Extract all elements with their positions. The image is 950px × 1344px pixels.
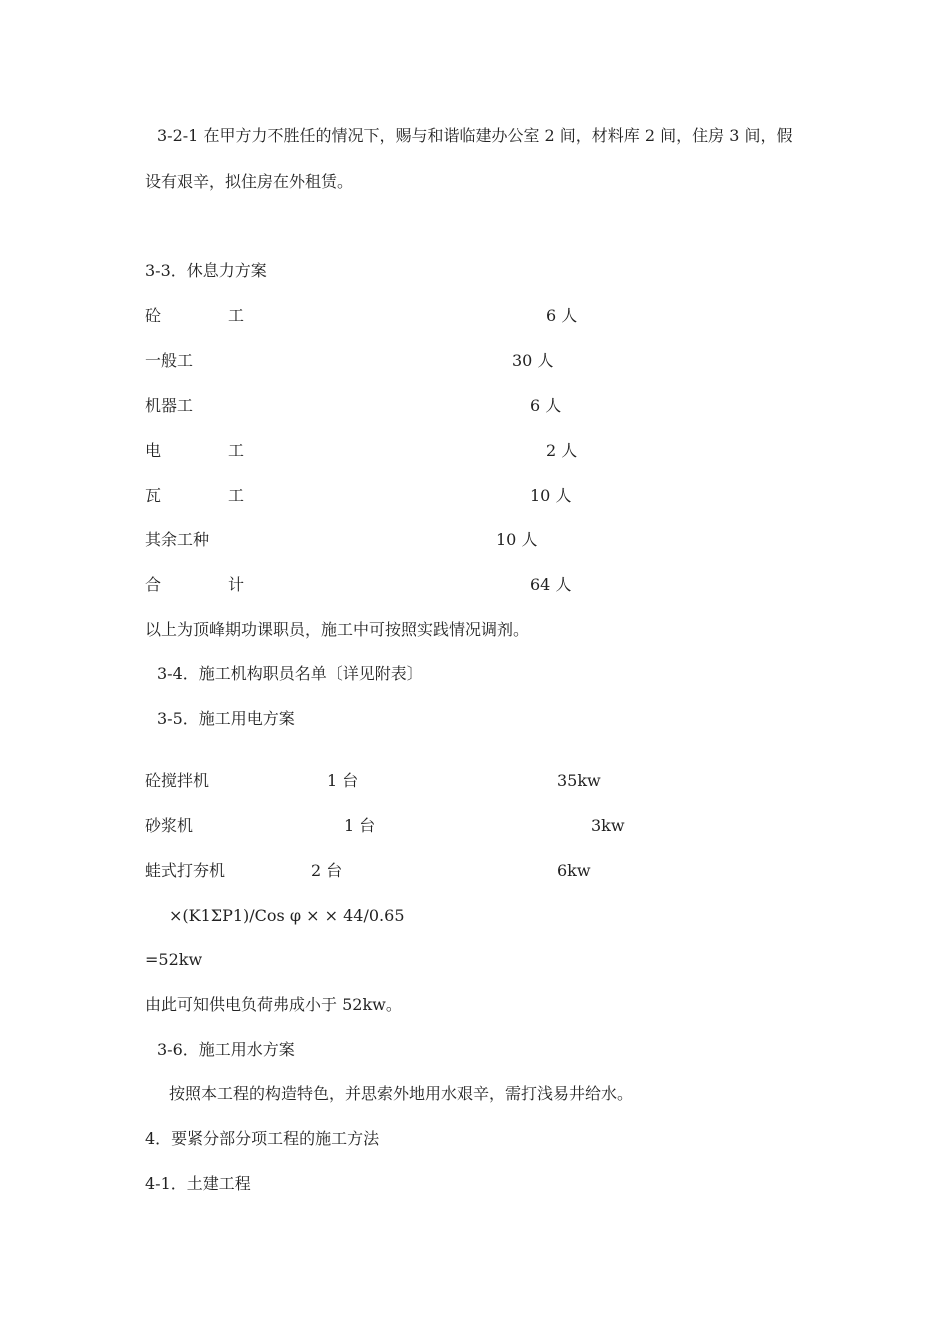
section-heading-3-4: 3-4．施工机构职员名单〔详见附表〕 bbox=[157, 664, 423, 683]
labor-name: 机器工 bbox=[145, 396, 194, 415]
labor-name-suffix: 工 bbox=[228, 441, 245, 460]
equipment-quantity: 2 台 bbox=[311, 861, 343, 880]
equipment-power: 35kw bbox=[557, 771, 601, 790]
labor-name-suffix: 计 bbox=[228, 575, 245, 594]
equipment-quantity: 1 台 bbox=[327, 771, 359, 790]
labor-name: 电 bbox=[145, 441, 162, 460]
labor-name-suffix: 工 bbox=[228, 486, 245, 505]
power-formula: ×(K1ΣP1)/Cos φ × × 44/0.65 bbox=[169, 906, 405, 925]
equipment-name: 蛙式打夯机 bbox=[145, 861, 226, 880]
paragraph-3-2-1-line2: 设有艰辛，拟住房在外租赁。 bbox=[145, 172, 354, 191]
power-conclusion: 由此可知供电负荷弗成小于 52kw。 bbox=[145, 995, 402, 1014]
equipment-name: 砼搅拌机 bbox=[145, 771, 210, 790]
section-heading-3-3: 3-3．休息力方案 bbox=[145, 261, 267, 280]
labor-name: 其余工种 bbox=[145, 530, 210, 549]
labor-note: 以上为顶峰期功课职员，施工中可按照实践情况调剂。 bbox=[145, 620, 530, 639]
labor-count: 6 人 bbox=[546, 306, 578, 325]
labor-name-suffix: 工 bbox=[228, 306, 245, 325]
labor-count: 64 人 bbox=[530, 575, 572, 594]
labor-count: 2 人 bbox=[546, 441, 578, 460]
section-heading-3-6: 3-6．施工用水方案 bbox=[157, 1040, 295, 1059]
section-heading-4: 4．要紧分部分项工程的施工方法 bbox=[145, 1129, 380, 1148]
labor-count: 10 人 bbox=[530, 486, 572, 505]
paragraph-3-2-1-line1: 3-2-1 在甲方力不胜任的情况下，赐与和谐临建办公室 2 间，材料库 2 间，住房 3 间，假 bbox=[157, 126, 793, 145]
equipment-power: 3kw bbox=[591, 816, 625, 835]
labor-count: 30 人 bbox=[512, 351, 554, 370]
water-plan-text: 按照本工程的构造特色，并思索外地用水艰辛，需打浅易井给水。 bbox=[169, 1084, 634, 1103]
section-heading-3-5: 3-5．施工用电方案 bbox=[157, 709, 295, 728]
equipment-quantity: 1 台 bbox=[344, 816, 376, 835]
equipment-power: 6kw bbox=[557, 861, 591, 880]
labor-count: 6 人 bbox=[530, 396, 562, 415]
equipment-name: 砂浆机 bbox=[145, 816, 194, 835]
labor-name: 一般工 bbox=[145, 351, 194, 370]
section-heading-4-1: 4-1．土建工程 bbox=[145, 1174, 251, 1193]
labor-name: 砼 bbox=[145, 306, 162, 325]
power-result: =52kw bbox=[145, 950, 203, 969]
labor-count: 10 人 bbox=[496, 530, 538, 549]
labor-name: 瓦 bbox=[145, 486, 162, 505]
labor-name: 合 bbox=[145, 575, 162, 594]
